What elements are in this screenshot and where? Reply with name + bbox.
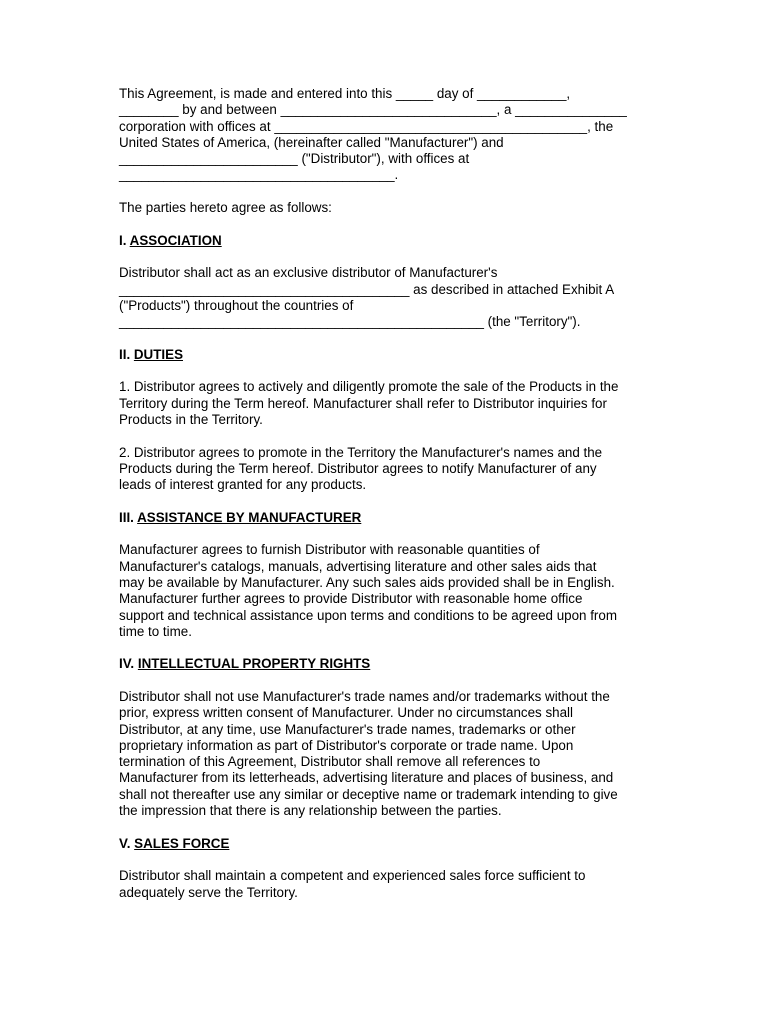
text-line: Products in the Territory. <box>119 411 263 427</box>
text-line: Manufacturer further agrees to provide Distributor with reasonable home office <box>119 591 583 607</box>
section-number: II. <box>119 346 134 362</box>
text-line: the impression that there is any relationship between the parties. <box>119 803 502 819</box>
duties-paragraph-1 <box>119 379 659 428</box>
document-page <box>119 86 659 917</box>
text-line: Territory during the Term hereof. Manufacturer shall refer to Distributor inquiries for <box>119 395 607 411</box>
text-line: Manufacturer agrees to furnish Distributor with reasonable quantities of <box>119 542 540 558</box>
section-number: V. <box>119 835 135 851</box>
section-title: DUTIES <box>133 346 183 362</box>
ip-paragraph <box>119 689 659 819</box>
section-heading-assistance <box>119 510 659 526</box>
text-line: 2. Distributor agrees to promote in the Territory the Manufacturer's names and the <box>119 444 603 460</box>
text-line: corporation with offices at __________________________________________, the <box>119 118 614 134</box>
text-line: Distributor, at any time, use Manufacturer's trade names, trademarks or other <box>119 721 576 737</box>
text-line: Manufacturer from its letterheads, advertising literature and places of business, and <box>119 770 614 786</box>
text-line: shall not thereafter use any similar or deceptive name or trademark intending to give <box>119 786 618 802</box>
text-line: 1. Distributor agrees to actively and diligently promote the sale of the Products in the <box>119 379 619 395</box>
section-heading-sales-force <box>119 836 659 852</box>
text-line: Distributor shall act as an exclusive distributor of Manufacturer's <box>119 265 498 281</box>
sales-force-paragraph <box>119 868 659 901</box>
section-heading-association <box>119 233 659 249</box>
text-line: Products during the Term hereof. Distributor agrees to notify Manufacturer of any <box>119 460 597 476</box>
assistance-paragraph <box>119 542 659 640</box>
text-line: support and technical assistance upon terms and conditions to be agreed upon from <box>119 607 617 623</box>
section-heading-ip <box>119 656 659 672</box>
section-number: III. <box>119 509 138 525</box>
text-line: time to time. <box>119 623 192 639</box>
association-paragraph <box>119 265 659 330</box>
text-line: prior, express written consent of Manufacturer. Under no circumstances shall <box>119 705 573 721</box>
duties-paragraph-2 <box>119 445 659 494</box>
text-line: ________________________ ("Distributor"), with offices at <box>119 151 470 167</box>
text-line: _______________________________________ as described in attached Exhibit A <box>119 281 615 297</box>
text-line: termination of this Agreement, Distributor shall remove all references to <box>119 754 541 770</box>
text-line: proprietary information as part of Distributor's corporate or trade name. Upon <box>119 737 574 753</box>
section-title: ASSOCIATION <box>129 232 222 248</box>
text-line: leads of interest granted for any products. <box>119 477 367 493</box>
section-title: INTELLECTUAL PROPERTY RIGHTS <box>137 656 371 672</box>
section-title: ASSISTANCE BY MANUFACTURER <box>137 509 362 525</box>
text-line: ________ by and between _____________________________, a _______________ <box>119 102 627 118</box>
text-line: Distributor shall not use Manufacturer's trade names and/or trademarks without the <box>119 688 610 704</box>
text-line: _____________________________________. <box>119 167 399 183</box>
parties-statement: The parties hereto agree as follows: <box>119 200 332 216</box>
section-number: I. <box>119 232 130 248</box>
text-line: United States of America, (hereinafter called "Manufacturer") and <box>119 134 504 150</box>
section-heading-duties <box>119 347 659 363</box>
text-line: This Agreement, is made and entered into this _____ day of ____________, <box>119 86 571 101</box>
text-line: may be available by Manufacturer. Any such sales aids provided shall be in English. <box>119 574 615 590</box>
text-line: _________________________________________________ (the "Territory"). <box>119 314 581 330</box>
section-number: IV. <box>119 656 138 672</box>
section-title: SALES FORCE <box>134 835 230 851</box>
text-line: ("Products") throughout the countries of <box>119 297 354 313</box>
text-line: Manufacturer's catalogs, manuals, advertising literature and other sales aids that <box>119 558 597 574</box>
text-line: adequately serve the Territory. <box>119 884 298 900</box>
intro-paragraph <box>119 86 659 184</box>
text-line: Distributor shall maintain a competent and experienced sales force sufficient to <box>119 868 586 884</box>
